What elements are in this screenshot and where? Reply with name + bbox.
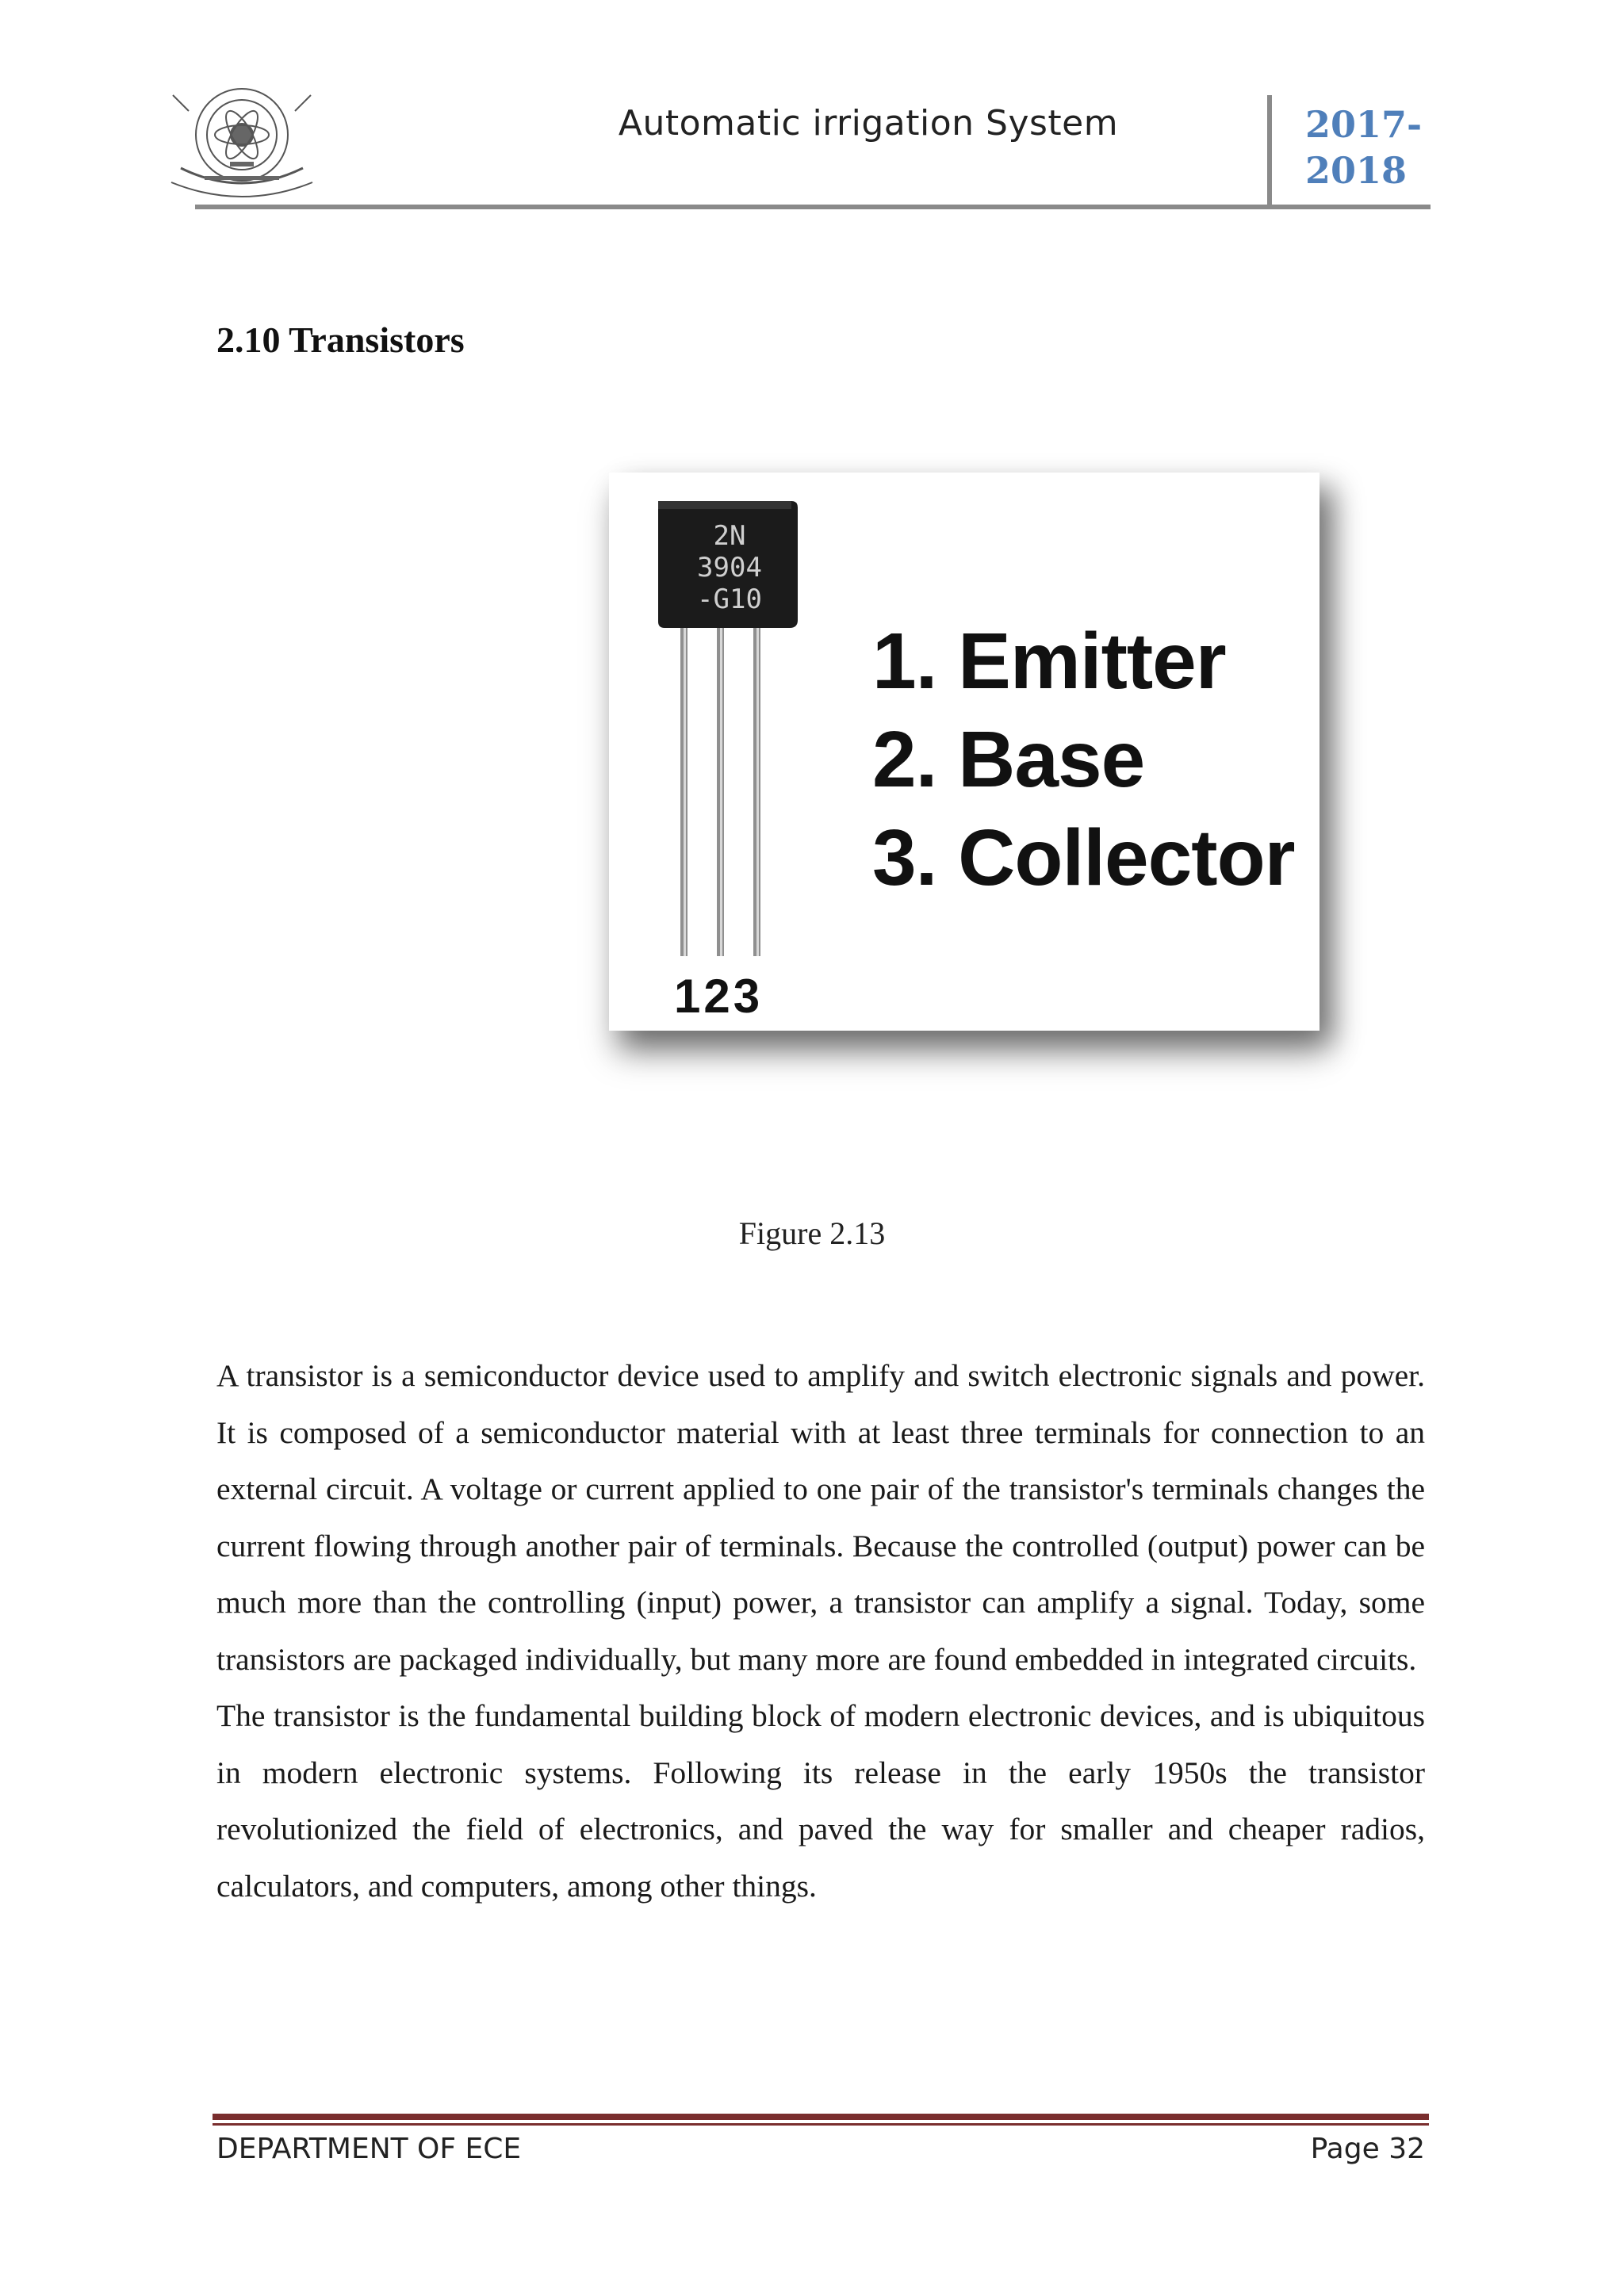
body-text: [216, 1348, 1425, 1915]
footer-department: DEPARTMENT OF ECE: [216, 2133, 522, 2165]
pin-label-base: 2. Base: [872, 715, 1145, 804]
footer-rule-thin: [213, 2123, 1429, 2126]
academic-year-end: 2018: [1305, 149, 1408, 192]
header-divider: [1267, 95, 1272, 206]
figure-caption: Figure 2.13: [738, 1215, 886, 1251]
paragraph: The transistor is the fundamental building block of modern electronic devices, and is ubiquitous in modern electronic systems. Following its release in the early 1950s the transistor revolutionized the field of electronics, and paved the way for smaller and cheaper radios, calculators, and computers, among other things.: [216, 1698, 1425, 1904]
marking-line-3: -G10: [697, 584, 762, 615]
academic-year: [1305, 101, 1423, 193]
paragraph: A transistor is a semiconductor device used to amplify and switch electronic signals and power. It is composed of a semiconductor material with at least three terminals for connection to an external circuit. A voltage or current applied to one pair of the transistor's terminals changes the current flowing through another pair of terminals. Because the controlled (output) power can be much more than the controlling (input) power, a transistor can amplify a signal. Today, some transistors are packaged individually, but many more are found embedded in integrated circuits.: [216, 1358, 1425, 1677]
footer-rule: [213, 2114, 1429, 2120]
pin-label-list: [872, 612, 1295, 907]
pin-numbers: 123: [674, 970, 764, 1023]
header-rule: [195, 205, 1431, 209]
pin-label-collector: 3. Collector: [872, 813, 1295, 902]
page-number: Page 32: [1310, 2133, 1425, 2165]
document-title: Automatic irrigation System: [618, 103, 1119, 144]
pin-label-emitter: 1. Emitter: [872, 617, 1226, 706]
college-emblem-icon: [157, 79, 327, 205]
transistor-marking: [682, 520, 777, 615]
section-heading: 2.10 Transistors: [216, 320, 465, 360]
marking-line-2: 3904: [697, 552, 762, 584]
academic-year-start: 2017-: [1305, 103, 1423, 146]
marking-line-1: 2N: [713, 520, 746, 552]
